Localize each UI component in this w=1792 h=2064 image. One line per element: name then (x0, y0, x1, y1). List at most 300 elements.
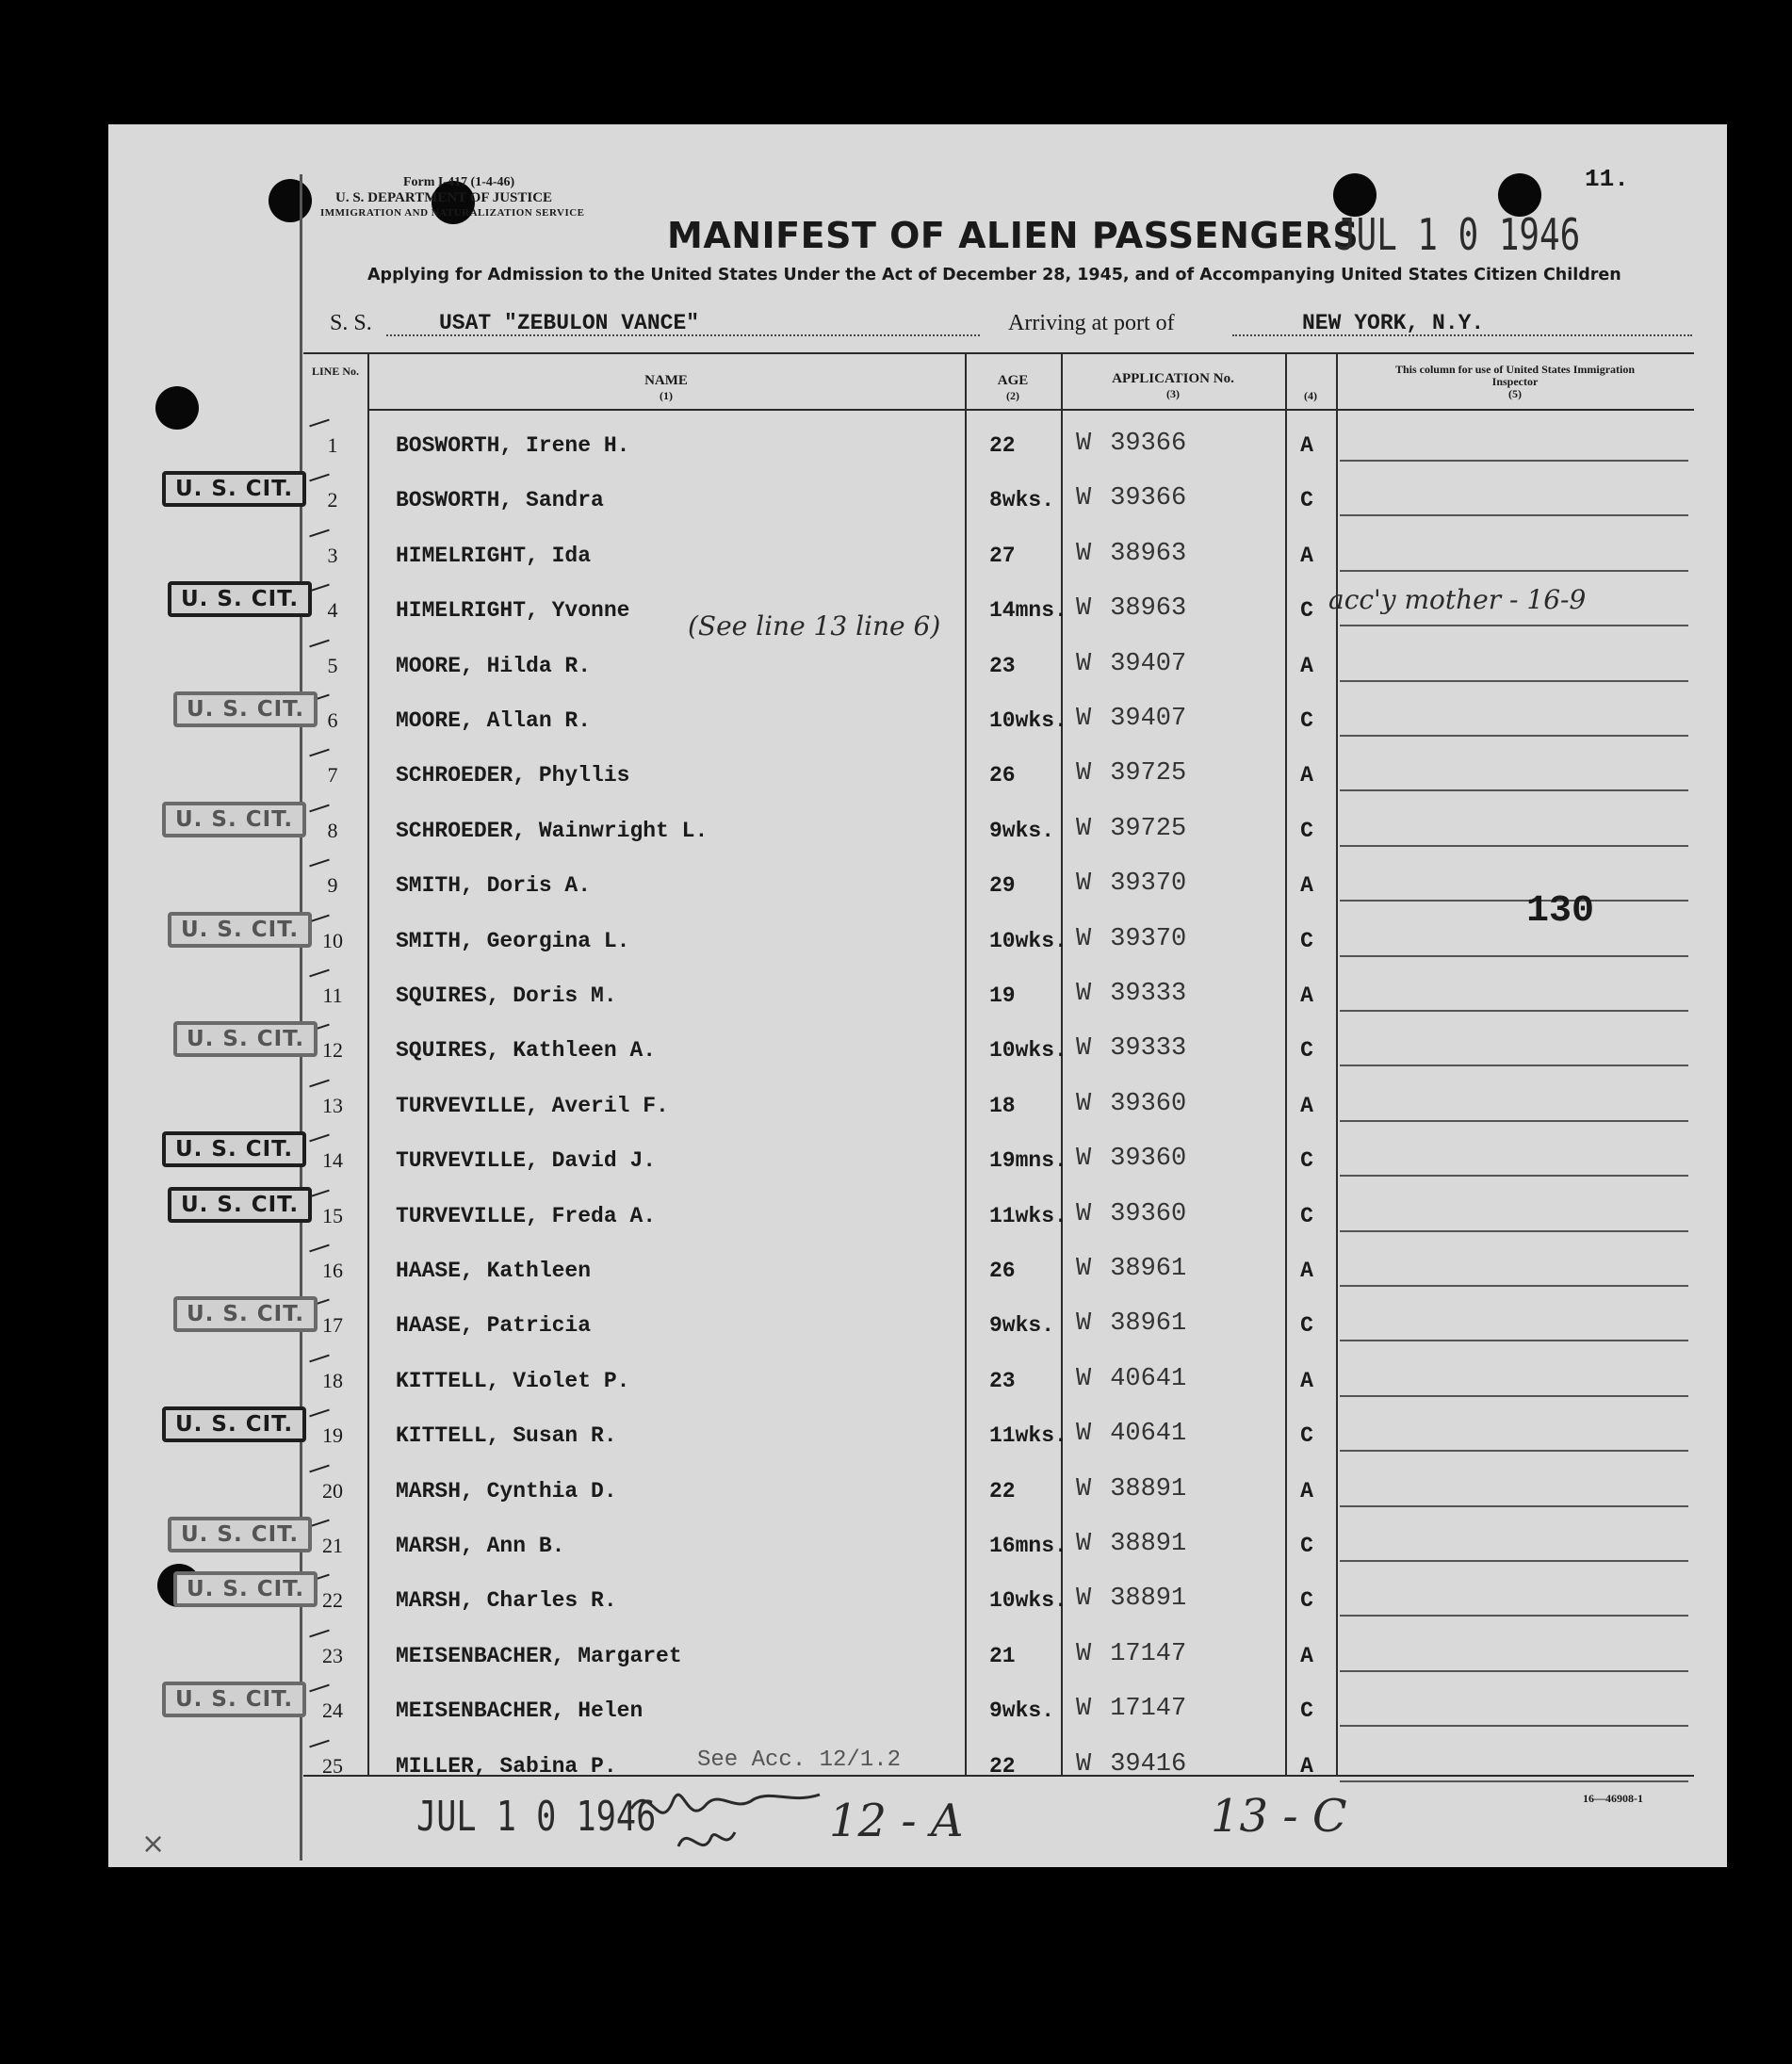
inspector-line (1340, 1010, 1688, 1012)
application-value: 38963 (1110, 594, 1187, 624)
passenger-name: TURVEVILLE, Averil F. (396, 1093, 669, 1118)
passenger-age: 9wks. (989, 1313, 1055, 1339)
inspector-line (1340, 789, 1688, 791)
us-citizen-stamp: U. S. CIT. (162, 1682, 306, 1717)
passenger-name: TURVEVILLE, Freda A. (396, 1203, 657, 1228)
passenger-age: 9wks. (989, 1698, 1055, 1724)
col-line-no (303, 366, 367, 378)
application-number (1076, 1200, 1186, 1228)
application-prefix: W (1076, 1749, 1092, 1779)
passenger-class: C (1300, 488, 1313, 513)
check-mark (309, 1464, 330, 1472)
application-number (1076, 869, 1186, 898)
passenger-age: 23 (989, 1368, 1016, 1393)
passenger-name: KITTELL, Violet P. (396, 1368, 630, 1393)
col-class-num: (4) (1304, 389, 1317, 402)
check-mark (309, 969, 330, 978)
passenger-name: TURVEVILLE, David J. (396, 1148, 657, 1174)
inspector-line (1340, 1065, 1688, 1066)
inspector-line (1340, 460, 1688, 462)
check-mark (309, 1189, 330, 1197)
inspector-line (1340, 1450, 1688, 1452)
inspector-line (1340, 900, 1688, 902)
application-number (1076, 1475, 1186, 1503)
line-number: 5 (327, 653, 338, 677)
passenger-class: A (1300, 1368, 1313, 1393)
passenger-name: SQUIRES, Doris M. (396, 983, 617, 1008)
col-application (1061, 371, 1285, 401)
us-citizen-stamp: U. S. CIT. (162, 1131, 306, 1167)
line-number: 14 (322, 1148, 343, 1173)
passenger-class: A (1300, 763, 1313, 788)
us-citizen-stamp: U. S. CIT. (168, 1517, 312, 1552)
check-mark (309, 914, 330, 922)
passenger-age: 26 (989, 1259, 1016, 1283)
table-row (303, 1016, 1694, 1070)
page-title: MANIFEST OF ALIEN PASSENGERS (667, 215, 1360, 256)
line-number: 12 (322, 1038, 343, 1063)
punch-hole (155, 386, 199, 430)
col-name (367, 373, 965, 403)
application-value: 17147 (1110, 1639, 1187, 1668)
application-prefix: W (1076, 1639, 1092, 1668)
check-mark (309, 1409, 330, 1418)
passenger-class: A (1300, 653, 1313, 678)
count-130: 130 (1526, 890, 1595, 933)
application-number (1076, 594, 1186, 623)
passenger-class: C (1300, 708, 1313, 733)
table-row (303, 1181, 1694, 1236)
line-number: 10 (322, 928, 343, 952)
form-dept: U. S. DEPARTMENT OF JUSTICE (335, 190, 553, 205)
ss-label: S. S. (330, 311, 372, 335)
application-value: 39360 (1110, 1089, 1187, 1118)
passenger-age: 23 (989, 653, 1016, 678)
application-value: 39725 (1110, 759, 1187, 788)
check-mark (309, 639, 330, 647)
table-row (303, 1621, 1694, 1676)
port-name-line (1232, 334, 1692, 336)
application-prefix: W (1076, 1364, 1092, 1393)
inspector-line (1340, 1780, 1688, 1782)
application-number (1076, 815, 1186, 843)
application-number (1076, 1145, 1186, 1173)
table-row (303, 631, 1694, 686)
check-mark (309, 1354, 330, 1362)
passenger-name: MARSH, Cynthia D. (396, 1478, 617, 1503)
table-row (303, 1346, 1694, 1401)
application-value: 39370 (1110, 869, 1187, 899)
table-row (303, 1401, 1694, 1455)
application-value: 39366 (1110, 430, 1187, 458)
line-number: 17 (322, 1313, 343, 1338)
row25-note: See Acc. 12/1.2 (697, 1747, 902, 1773)
passenger-age: 11wks. (989, 1203, 1067, 1228)
ship-name-line (386, 334, 980, 336)
application-number (1076, 430, 1186, 458)
col-age (965, 373, 1061, 403)
check-mark (309, 1684, 330, 1693)
line-number: 25 (322, 1753, 343, 1778)
check-mark (309, 584, 330, 593)
application-number (1076, 1585, 1186, 1613)
application-prefix: W (1076, 594, 1092, 624)
application-prefix: W (1076, 869, 1092, 899)
passenger-age: 10wks. (989, 1038, 1067, 1064)
passenger-table (303, 352, 1694, 1777)
application-number (1076, 1309, 1186, 1338)
passenger-class: A (1300, 543, 1313, 568)
passenger-class: C (1300, 1534, 1313, 1558)
col-name-num: (1) (660, 389, 673, 402)
line-number: 21 (322, 1534, 343, 1557)
application-prefix: W (1076, 1199, 1092, 1228)
passenger-age: 10wks. (989, 928, 1067, 953)
col-inspector-num: (5) (1508, 387, 1522, 400)
application-value: 39416 (1110, 1749, 1187, 1779)
tally-c: 13 - C (1211, 1790, 1347, 1843)
application-value: 39407 (1110, 705, 1187, 733)
application-number (1076, 650, 1186, 678)
us-citizen-stamp: U. S. CIT. (173, 1296, 318, 1332)
application-prefix: W (1076, 705, 1092, 733)
line-number: 4 (327, 598, 338, 623)
application-prefix: W (1076, 924, 1092, 953)
passenger-name: HIMELRIGHT, Yvonne (396, 598, 630, 624)
passenger-age: 19mns. (989, 1148, 1067, 1174)
check-mark (309, 1739, 330, 1747)
passenger-age: 16mns. (989, 1534, 1067, 1558)
table-row (303, 851, 1694, 905)
us-citizen-stamp: U. S. CIT. (168, 1187, 312, 1223)
application-prefix: W (1076, 759, 1092, 788)
passenger-age: 22 (989, 433, 1016, 458)
passenger-name: BOSWORTH, Irene H. (396, 433, 630, 458)
table-row (303, 1126, 1694, 1180)
check-mark (309, 1520, 330, 1528)
application-number (1076, 540, 1186, 568)
application-number (1076, 1530, 1186, 1558)
application-value: 39407 (1110, 649, 1187, 678)
application-value: 40641 (1110, 1364, 1187, 1393)
us-citizen-stamp: U. S. CIT. (173, 691, 318, 727)
table-row (303, 686, 1694, 740)
passenger-class: A (1300, 1093, 1313, 1118)
row4-note: (See line 13 line 6) (688, 610, 941, 642)
line-number: 8 (327, 818, 338, 842)
application-number (1076, 1034, 1186, 1063)
application-prefix: W (1076, 1695, 1092, 1724)
passenger-name: HAASE, Patricia (396, 1313, 592, 1339)
application-number (1076, 484, 1186, 512)
application-value: 38891 (1110, 1530, 1187, 1558)
application-number (1076, 705, 1186, 733)
passenger-name: MOORE, Hilda R. (396, 653, 592, 678)
line-number: 16 (322, 1259, 343, 1282)
passenger-name: KITTELL, Susan R. (396, 1423, 617, 1449)
passenger-class: C (1300, 1423, 1313, 1449)
ship-name: USAT "ZEBULON VANCE" (439, 311, 700, 335)
passenger-age: 10wks. (989, 708, 1067, 733)
line-number: 7 (327, 763, 338, 788)
inspector-line (1340, 1725, 1688, 1727)
inspector-line (1340, 1285, 1688, 1287)
line-number: 3 (327, 543, 338, 567)
us-citizen-stamp: U. S. CIT. (162, 1406, 306, 1442)
form-service: IMMIGRATION AND NATURALIZATION SERVICE (320, 207, 585, 219)
passenger-name: SCHROEDER, Wainwright L. (396, 818, 709, 843)
application-prefix: W (1076, 1089, 1092, 1118)
table-row (303, 1676, 1694, 1731)
col-class (1285, 388, 1336, 403)
us-citizen-stamp: U. S. CIT. (162, 471, 306, 507)
line-number: 9 (327, 873, 338, 898)
application-number (1076, 1255, 1186, 1283)
table-row (303, 906, 1694, 961)
application-prefix: W (1076, 1255, 1092, 1283)
check-mark (309, 474, 330, 482)
application-prefix: W (1076, 814, 1092, 843)
check-mark (309, 419, 330, 428)
application-prefix: W (1076, 1530, 1092, 1558)
inspector-line (1340, 514, 1688, 516)
check-mark (309, 749, 330, 757)
line-number: 15 (322, 1203, 343, 1227)
inspector-line (1340, 1340, 1688, 1341)
passenger-class: A (1300, 1478, 1313, 1503)
passenger-age: 8wks. (989, 488, 1055, 513)
passenger-age: 9wks. (989, 818, 1055, 843)
application-prefix: W (1076, 1585, 1092, 1614)
passenger-name: MARSH, Ann B. (396, 1534, 565, 1558)
application-prefix: W (1076, 980, 1092, 1008)
table-row (303, 1511, 1694, 1566)
inspector-line (1340, 1560, 1688, 1562)
check-mark (309, 804, 330, 812)
line-number: 22 (322, 1588, 343, 1613)
col-name-label: NAME (644, 373, 688, 388)
application-value: 17147 (1110, 1695, 1187, 1724)
passenger-age: 22 (989, 1478, 1016, 1503)
line-number: 23 (322, 1643, 343, 1667)
application-value: 39360 (1110, 1199, 1187, 1228)
passenger-class: C (1300, 1698, 1313, 1724)
passenger-class: C (1300, 1148, 1313, 1174)
date-stamp: JUL 1 0 1946 (1336, 209, 1581, 260)
passenger-age: 29 (989, 873, 1016, 899)
application-number (1076, 759, 1186, 788)
inspector-line (1340, 1615, 1688, 1617)
passenger-age: 21 (989, 1643, 1016, 1668)
table-row (303, 740, 1694, 795)
passenger-age: 26 (989, 763, 1016, 788)
application-value: 38961 (1110, 1255, 1187, 1283)
passenger-age: 11wks. (989, 1423, 1067, 1449)
inspector-line (1340, 845, 1688, 847)
tally-a: 12 - A (829, 1795, 964, 1847)
check-mark (309, 1244, 330, 1253)
application-number (1076, 1750, 1186, 1779)
passenger-age: 18 (989, 1093, 1016, 1118)
application-value: 39333 (1110, 980, 1187, 1008)
col-age-label: AGE (997, 373, 1029, 388)
passenger-class: A (1300, 983, 1313, 1008)
port-label: Arriving at port of (1008, 311, 1175, 335)
application-value: 39333 (1110, 1034, 1187, 1064)
inspector-line (1340, 955, 1688, 957)
check-mark (309, 859, 330, 868)
application-prefix: W (1076, 430, 1092, 458)
inspector-line (1340, 1175, 1688, 1177)
table-row (303, 1071, 1694, 1126)
table-row (303, 521, 1694, 576)
table-row (303, 796, 1694, 851)
line-number: 6 (327, 708, 338, 732)
check-mark (309, 1079, 330, 1087)
col-line-no-label: LINE No. (311, 365, 359, 378)
application-number (1076, 1695, 1186, 1723)
inspector-line (1340, 1670, 1688, 1672)
application-number (1076, 1365, 1186, 1393)
line-number: 24 (322, 1698, 343, 1723)
margin-rule (300, 174, 302, 1861)
passenger-class: C (1300, 598, 1313, 624)
line-number: 19 (322, 1423, 343, 1448)
passenger-class: C (1300, 928, 1313, 953)
table-top-rule (303, 352, 1694, 354)
passenger-class: C (1300, 1038, 1313, 1064)
form-header (320, 175, 585, 220)
table-row (303, 1236, 1694, 1291)
us-citizen-stamp: U. S. CIT. (173, 1571, 318, 1607)
inspector-line (1340, 1230, 1688, 1232)
table-row (303, 1566, 1694, 1620)
col-application-num: (3) (1166, 387, 1180, 400)
port-name: NEW YORK, N.Y. (1302, 311, 1485, 335)
inspector-line (1340, 735, 1688, 737)
application-prefix: W (1076, 1309, 1092, 1339)
application-value: 38961 (1110, 1309, 1187, 1339)
passenger-class: C (1300, 1588, 1313, 1614)
col-age-num: (2) (1006, 389, 1019, 402)
application-number (1076, 925, 1186, 953)
passenger-age: 27 (989, 543, 1016, 568)
passenger-name: MARSH, Charles R. (396, 1588, 617, 1614)
application-number (1076, 980, 1186, 1008)
form-code: 16—46908-1 (1583, 1792, 1643, 1805)
us-citizen-stamp: U. S. CIT. (168, 581, 312, 617)
application-prefix: W (1076, 1034, 1092, 1064)
page-number: 11. (1585, 165, 1629, 193)
passenger-class: A (1300, 1259, 1313, 1283)
passenger-class: C (1300, 1313, 1313, 1339)
line-number: 11 (322, 983, 343, 1007)
application-value: 38891 (1110, 1474, 1187, 1503)
passenger-class: C (1300, 1203, 1313, 1228)
passenger-class: C (1300, 818, 1313, 843)
passenger-age: 22 (989, 1753, 1016, 1779)
x-mark: × (141, 1828, 166, 1861)
passenger-class: A (1300, 1643, 1313, 1668)
col-inspector-label: This column for use of United States Immigration Inspector (1394, 363, 1636, 388)
check-mark (309, 528, 330, 537)
passenger-class: A (1300, 1753, 1313, 1779)
inspector-line (1340, 1505, 1688, 1507)
application-value: 38891 (1110, 1585, 1187, 1614)
inspector-line (1340, 570, 1688, 572)
check-mark (309, 1134, 330, 1143)
passenger-class: A (1300, 873, 1313, 899)
line-number: 18 (322, 1368, 343, 1392)
line-number: 1 (327, 433, 338, 457)
passenger-name: HIMELRIGHT, Ida (396, 543, 592, 568)
application-value: 40641 (1110, 1420, 1187, 1449)
inspector-line (1340, 625, 1688, 626)
line-number: 20 (322, 1478, 343, 1503)
application-number (1076, 1640, 1186, 1668)
check-mark (309, 1629, 330, 1637)
line-number: 13 (322, 1093, 343, 1117)
application-value: 39360 (1110, 1145, 1187, 1174)
inspector-line (1340, 1395, 1688, 1397)
passenger-class: A (1300, 433, 1313, 458)
application-number (1076, 1090, 1186, 1118)
table-row (303, 1731, 1694, 1786)
passenger-name: SMITH, Doris A. (396, 873, 592, 899)
application-prefix: W (1076, 539, 1092, 568)
table-row (303, 411, 1694, 465)
passenger-name: MEISENBACHER, Margaret (396, 1643, 682, 1668)
table-row (303, 465, 1694, 520)
passenger-name: SCHROEDER, Phyllis (396, 763, 630, 788)
punch-hole (269, 179, 312, 222)
passenger-name: MOORE, Allan R. (396, 708, 592, 733)
application-prefix: W (1076, 484, 1092, 513)
row4-inspector-note: acc'y mother - 16-9 (1328, 584, 1587, 615)
inspector-line (1340, 680, 1688, 682)
application-value: 39370 (1110, 924, 1187, 953)
application-prefix: W (1076, 1474, 1092, 1503)
us-citizen-stamp: U. S. CIT. (162, 802, 306, 837)
inspector-line (1340, 1120, 1688, 1122)
form-number: Form I-417 (1-4-46) (403, 175, 515, 189)
application-prefix: W (1076, 649, 1092, 678)
table-row (303, 961, 1694, 1016)
passenger-name: SMITH, Georgina L. (396, 928, 630, 953)
application-value: 39725 (1110, 814, 1187, 843)
passenger-name: SQUIRES, Kathleen A. (396, 1038, 657, 1064)
passenger-name: BOSWORTH, Sandra (396, 488, 604, 513)
passenger-name: HAASE, Kathleen (396, 1259, 592, 1283)
line-number: 2 (327, 488, 338, 512)
table-row (303, 1291, 1694, 1345)
passenger-name: MILLER, Sabina P. (396, 1753, 617, 1779)
passenger-name: MEISENBACHER, Helen (396, 1698, 643, 1724)
application-value: 38963 (1110, 539, 1187, 568)
application-prefix: W (1076, 1145, 1092, 1174)
bottom-date-stamp: JUL 1 0 1946 (416, 1793, 657, 1841)
application-value: 39366 (1110, 484, 1187, 513)
application-number (1076, 1420, 1186, 1448)
us-citizen-stamp: U. S. CIT. (168, 912, 312, 948)
application-prefix: W (1076, 1420, 1092, 1449)
col-application-label: APPLICATION No. (1112, 371, 1234, 386)
passenger-age: 14mns. (989, 598, 1067, 624)
us-citizen-stamp: U. S. CIT. (173, 1021, 318, 1057)
page-subtitle: Applying for Admission to the United States Under the Act of December 28, 1945, and of Accompanying United States Citizen Children (367, 266, 1621, 284)
table-row (303, 1456, 1694, 1511)
passenger-age: 10wks. (989, 1588, 1067, 1614)
